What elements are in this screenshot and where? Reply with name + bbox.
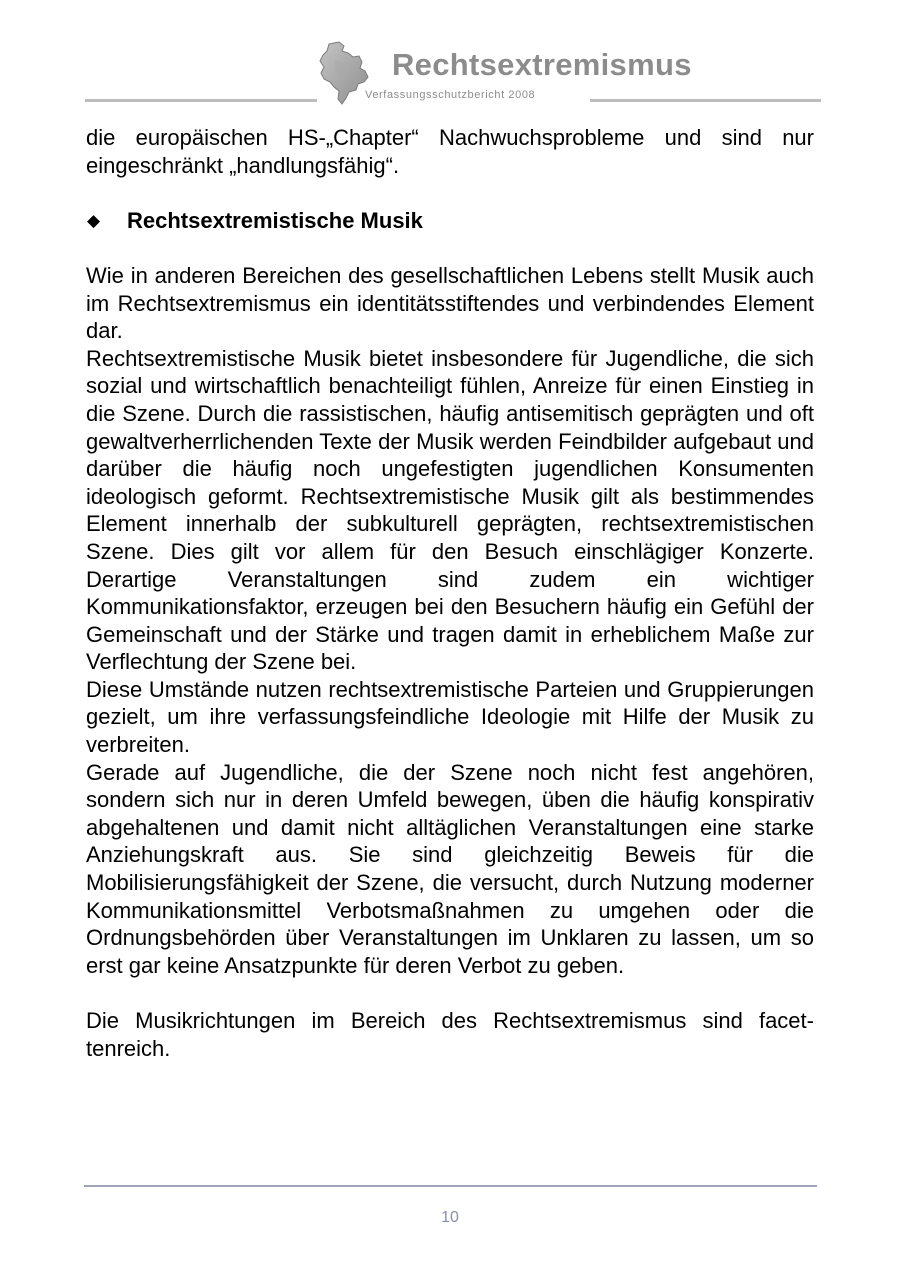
paragraph-gap (86, 234, 814, 262)
header-subtitle: Verfassungsschutzbericht 2008 (365, 89, 536, 101)
page-number: 10 (441, 1209, 459, 1226)
header-title: Rechtsextremismus (392, 47, 692, 82)
body-paragraph: Rechtsextremistische Musik bietet insbesondere für Jugendliche, die sich sozial und wirtschaftlich benachteiligt fühlen, Anreize für einen Einstieg in die Szene. Durch die rassistischen, häufig antisemitisch geprägten und oft gewaltverherrlichenden Texte der Musik werden Feindbilder aufgebaut und darüber die häufig noch ungefestigten jugendlichen Konsumenten ideologisch geformt. Rechtsextremistische Musik gilt als bestimmendes Element innerhalb der subkulturell geprägten, rechtsextremistischen Szene. Dies gilt vor allem für den Besuch einschlägiger Konzerte. Derartige Veranstaltungen sind zudem ein wichtiger Kommunikationsfaktor, erzeugen bei den Besuchern häufig ein Gefühl der Gemeinschaft und der Stärke und tragen damit in erheblichem Maße zur Verflechtung der Szene bei. (86, 345, 814, 675)
intro-paragraph: die europäischen HS-„Chapter“ Nachwuchsprobleme und sind nur eingeschränkt „handlungsfähig“. (86, 125, 814, 178)
document-body (86, 124, 814, 1062)
header-rule-left (85, 99, 317, 102)
closing-paragraph: Die Musikrichtungen im Bereich des Rechtsextremismus sind facettenreich. (86, 1008, 814, 1061)
body-paragraph: Diese Umstände nutzen rechtsextremistische Parteien und Gruppierungen gezielt, um ihre verfassungsfeindliche Ideologie mit Hilfe der Musik zu verbreiten. (86, 676, 814, 758)
section-heading (86, 207, 814, 235)
paragraph-gap (86, 979, 814, 1007)
body-paragraph: Gerade auf Jugendliche, die der Szene noch nicht fest angehören, sondern sich nur in deren Umfeld bewegen, üben die häufig konspirativ abgehaltenen und damit nicht alltäglichen Veranstaltungen eine starke Anziehungskraft aus. Sie sind gleichzeitig Beweis für die Mobilisierungsfähigkeit der Szene, die versucht, durch Nutzung moderner Kommunikationsmittel Verbotsmaßnahmen zu umgehen oder die Ordnungsbehörden über Veranstaltungen im Unklaren zu lassen, um so erst gar keine Ansatzpunkte für deren Verbot zu geben. (86, 759, 814, 978)
header-rule-right (590, 99, 821, 102)
footer-rule (84, 1185, 817, 1187)
section-heading-text: Rechtsextremistische Musik (127, 207, 423, 233)
diamond-bullet-icon: ◆ (87, 210, 101, 230)
body-paragraph: Wie in anderen Bereichen des gesellschaftlichen Lebens stellt Musik auch im Rechtsextremismus ein identitätsstiftendes und verbindendes Element dar. (86, 262, 814, 344)
page-header (0, 0, 900, 110)
paragraph-gap (86, 179, 814, 207)
